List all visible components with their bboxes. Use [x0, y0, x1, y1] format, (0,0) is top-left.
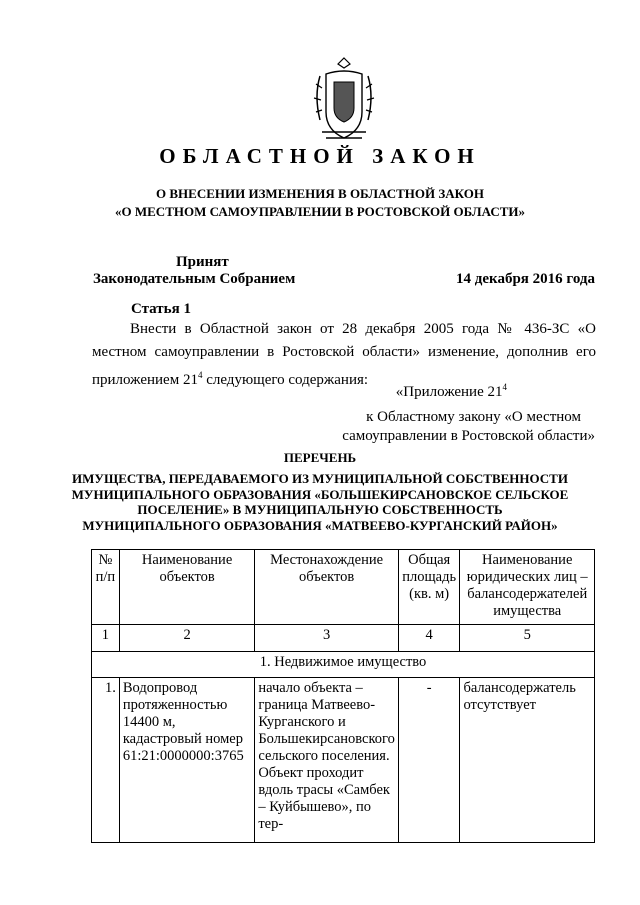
- adoption-date: 14 декабря 2016 года: [456, 271, 595, 287]
- list-heading-line-2: МУНИЦИПАЛЬНОГО ОБРАЗОВАНИЯ «БОЛЬШЕКИРСАНОВСКОЕ СЕЛЬСКОЕ: [71, 486, 569, 502]
- article-sup: 4: [197, 370, 203, 380]
- table-cell-number: 1.: [92, 678, 120, 843]
- table-column-numbers-row: [92, 625, 595, 652]
- table-cell-area: -: [398, 678, 460, 843]
- table-header-cell: Общая площадь (кв. м): [398, 550, 460, 625]
- table-row: [92, 678, 595, 843]
- table-header-cell: № п/п: [92, 550, 120, 625]
- list-heading-line-3: ПОСЕЛЕНИЕ» В МУНИЦИПАЛЬНУЮ СОБСТВЕННОСТЬ: [137, 502, 503, 517]
- appendix-line-3: самоуправлении в Ростовской области»: [342, 428, 595, 444]
- table-column-number: 3: [255, 625, 399, 652]
- table-header-row: [92, 550, 595, 625]
- table-cell-location: начало объекта – граница Матвеево-Курганского и Большекирсановского сельского поселения. Объект проходит вдоль трасы «Самбек – Куйбышево», по тер-: [255, 678, 399, 843]
- accepted-by: Законодательным Собранием: [93, 271, 296, 287]
- law-title: ОБЛАСТНОЙ ЗАКОН: [159, 144, 481, 168]
- table-section-row: [92, 652, 595, 678]
- table-header-cell: Наименование объектов: [119, 550, 254, 625]
- list-heading-line-4: МУНИЦИПАЛЬНОГО ОБРАЗОВАНИЯ «МАТВЕЕВО-КУРГАНСКИЙ РАЙОН»: [82, 517, 558, 533]
- table-column-number: 5: [460, 625, 595, 652]
- table-cell-holder: балансодержатель отсутствует: [460, 678, 595, 843]
- article-text-main: Внести в Областной закон от 28 декабря 2005 года № 436-ЗС «О местном самоуправлении в Ростовской области» изменение, дополнив его приложением 21: [92, 321, 596, 388]
- law-subtitle: [0, 185, 640, 221]
- table-cell-name: Водопровод протяженностью 14400 м, кадастровый номер 61:21:0000000:3765: [119, 678, 254, 843]
- table-column-number: 1: [92, 625, 120, 652]
- table-header-cell: Местонахождение объектов: [255, 550, 399, 625]
- appendix-sup: 4: [502, 382, 507, 392]
- accepted-label: Принят: [176, 254, 229, 270]
- appendix-line-2: к Областному закону «О местном: [366, 409, 581, 425]
- appendix-caption: [342, 378, 595, 446]
- table-column-number: 4: [398, 625, 460, 652]
- list-title: ПЕРЕЧЕНЬ: [283, 450, 357, 465]
- subtitle-line-2: «О МЕСТНОМ САМОУПРАВЛЕНИИ В РОСТОВСКОЙ ОБЛАСТИ»: [115, 204, 525, 219]
- appendix-line-1: «Приложение 21: [395, 384, 503, 400]
- list-heading: [0, 471, 640, 533]
- article-text-end: следующего содержания:: [202, 372, 369, 388]
- subtitle-line-1: О ВНЕСЕНИИ ИЗМЕНЕНИЯ В ОБЛАСТНОЙ ЗАКОН: [156, 186, 484, 201]
- table-section-title: 1. Недвижимое имущество: [92, 652, 595, 678]
- table-header-cell: Наименование юридических лиц – балансодержателей имущества: [460, 550, 595, 625]
- coat-of-arms-emblem: [312, 54, 376, 144]
- table-column-number: 2: [119, 625, 254, 652]
- list-heading-line-1: ИМУЩЕСТВА, ПЕРЕДАВАЕМОГО ИЗ МУНИЦИПАЛЬНОЙ СОБСТВЕННОСТИ: [72, 471, 568, 486]
- property-table: [91, 549, 595, 843]
- article-title: Статья 1: [131, 301, 191, 317]
